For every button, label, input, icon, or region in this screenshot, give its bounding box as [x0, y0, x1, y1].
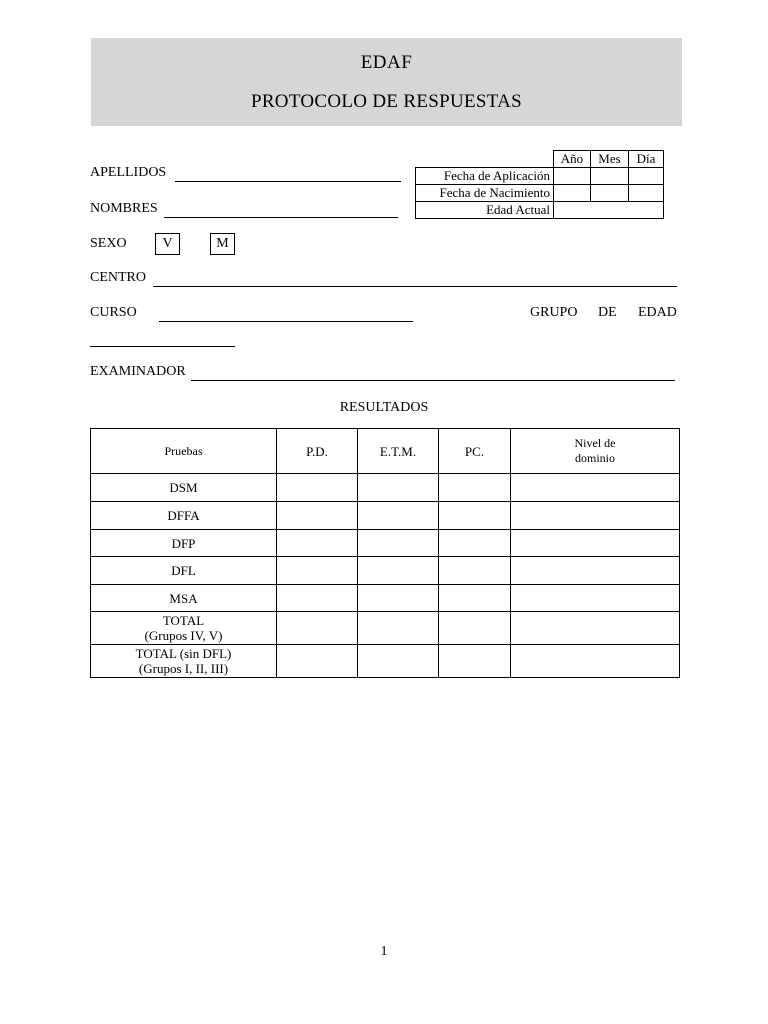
total-iv-v-nivel-cell[interactable]: [511, 612, 680, 645]
total-iv-v-line-1: TOTAL: [162, 613, 205, 628]
row-label-dsm: DSM: [91, 474, 277, 502]
total-sin-dfl-pc-cell[interactable]: [439, 645, 511, 678]
dffa-nivel-cell[interactable]: [511, 502, 680, 530]
fecha-aplicacion-year-cell[interactable]: [554, 168, 591, 185]
examinador-input-line[interactable]: [191, 380, 675, 381]
header-banner: [91, 38, 682, 126]
grupo-edad-label-1: GRUPO: [530, 305, 578, 320]
dffa-etm-cell[interactable]: [358, 502, 439, 530]
dfl-pd-cell[interactable]: [277, 557, 358, 585]
col-header-nivel-dominio: [511, 429, 680, 474]
dfp-pc-cell[interactable]: [439, 530, 511, 557]
apellidos-label: APELLIDOS: [90, 165, 167, 180]
sexo-v-checkbox[interactable]: V: [155, 233, 180, 255]
document-title: EDAF: [360, 52, 413, 73]
total-iv-v-etm-cell[interactable]: [358, 612, 439, 645]
page-number: 1: [380, 944, 388, 959]
col-header-pruebas: Pruebas: [91, 429, 277, 474]
total-iv-v-line-2: (Grupos IV, V): [144, 628, 223, 643]
col-header-etm: E.T.M.: [358, 429, 439, 474]
row-label-dfp: DFP: [91, 530, 277, 557]
col-header-month: Mes: [591, 151, 629, 168]
apellidos-input-line[interactable]: [175, 181, 401, 182]
curso-input-line[interactable]: [159, 321, 413, 322]
col-header-pd: P.D.: [277, 429, 358, 474]
dfp-pd-cell[interactable]: [277, 530, 358, 557]
nombres-label: NOMBRES: [90, 201, 158, 216]
total-sin-dfl-line-1: TOTAL (sin DFL): [135, 646, 232, 661]
dsm-nivel-cell[interactable]: [511, 474, 680, 502]
grupo-edad-label-3: EDAD: [638, 305, 677, 320]
row-label-msa: MSA: [91, 585, 277, 612]
dfp-etm-cell[interactable]: [358, 530, 439, 557]
edad-actual-cell[interactable]: [554, 202, 664, 219]
dsm-etm-cell[interactable]: [358, 474, 439, 502]
curso-label: CURSO: [90, 305, 137, 320]
msa-pc-cell[interactable]: [439, 585, 511, 612]
centro-input-line[interactable]: [153, 286, 677, 287]
total-iv-v-pc-cell[interactable]: [439, 612, 511, 645]
total-sin-dfl-line-2: (Grupos I, II, III): [138, 661, 229, 676]
row-label-total-iv-v: [91, 612, 277, 645]
grupo-edad-label-2: DE: [598, 305, 617, 320]
msa-nivel-cell[interactable]: [511, 585, 680, 612]
total-iv-v-pd-cell[interactable]: [277, 612, 358, 645]
fecha-aplicacion-month-cell[interactable]: [591, 168, 629, 185]
dsm-pd-cell[interactable]: [277, 474, 358, 502]
dfl-pc-cell[interactable]: [439, 557, 511, 585]
total-sin-dfl-pd-cell[interactable]: [277, 645, 358, 678]
col-header-pc: PC.: [439, 429, 511, 474]
sexo-m-checkbox[interactable]: M: [210, 233, 235, 255]
row-label-total-sin-dfl: [91, 645, 277, 678]
dsm-pc-cell[interactable]: [439, 474, 511, 502]
col-header-year: Año: [554, 151, 591, 168]
dfl-etm-cell[interactable]: [358, 557, 439, 585]
msa-etm-cell[interactable]: [358, 585, 439, 612]
msa-pd-cell[interactable]: [277, 585, 358, 612]
total-sin-dfl-nivel-cell[interactable]: [511, 645, 680, 678]
dates-table: [415, 150, 664, 219]
dffa-pc-cell[interactable]: [439, 502, 511, 530]
fecha-nacimiento-month-cell[interactable]: [591, 185, 629, 202]
row-label-fecha-nacimiento: Fecha de Nacimiento: [416, 185, 554, 202]
row-label-dfl: DFL: [91, 557, 277, 585]
row-label-fecha-aplicacion: Fecha de Aplicación: [416, 168, 554, 185]
dfp-nivel-cell[interactable]: [511, 530, 680, 557]
document-subtitle: PROTOCOLO DE RESPUESTAS: [250, 91, 523, 112]
row-label-dffa: DFFA: [91, 502, 277, 530]
nombres-input-line[interactable]: [164, 217, 398, 218]
fecha-nacimiento-day-cell[interactable]: [629, 185, 664, 202]
total-sin-dfl-etm-cell[interactable]: [358, 645, 439, 678]
results-title: RESULTADOS: [339, 400, 429, 415]
row-label-edad-actual: Edad Actual: [416, 202, 554, 219]
fecha-nacimiento-year-cell[interactable]: [554, 185, 591, 202]
fecha-aplicacion-day-cell[interactable]: [629, 168, 664, 185]
grupo-edad-input-line[interactable]: [90, 346, 235, 347]
centro-label: CENTRO: [90, 270, 146, 285]
examinador-label: EXAMINADOR: [90, 364, 186, 379]
nivel-dominio-line-1: Nivel de: [574, 436, 616, 450]
dfl-nivel-cell[interactable]: [511, 557, 680, 585]
nivel-dominio-line-2: dominio: [574, 451, 615, 465]
dffa-pd-cell[interactable]: [277, 502, 358, 530]
sexo-label: SEXO: [90, 236, 127, 251]
results-table: [90, 428, 680, 678]
col-header-day: Día: [629, 151, 664, 168]
